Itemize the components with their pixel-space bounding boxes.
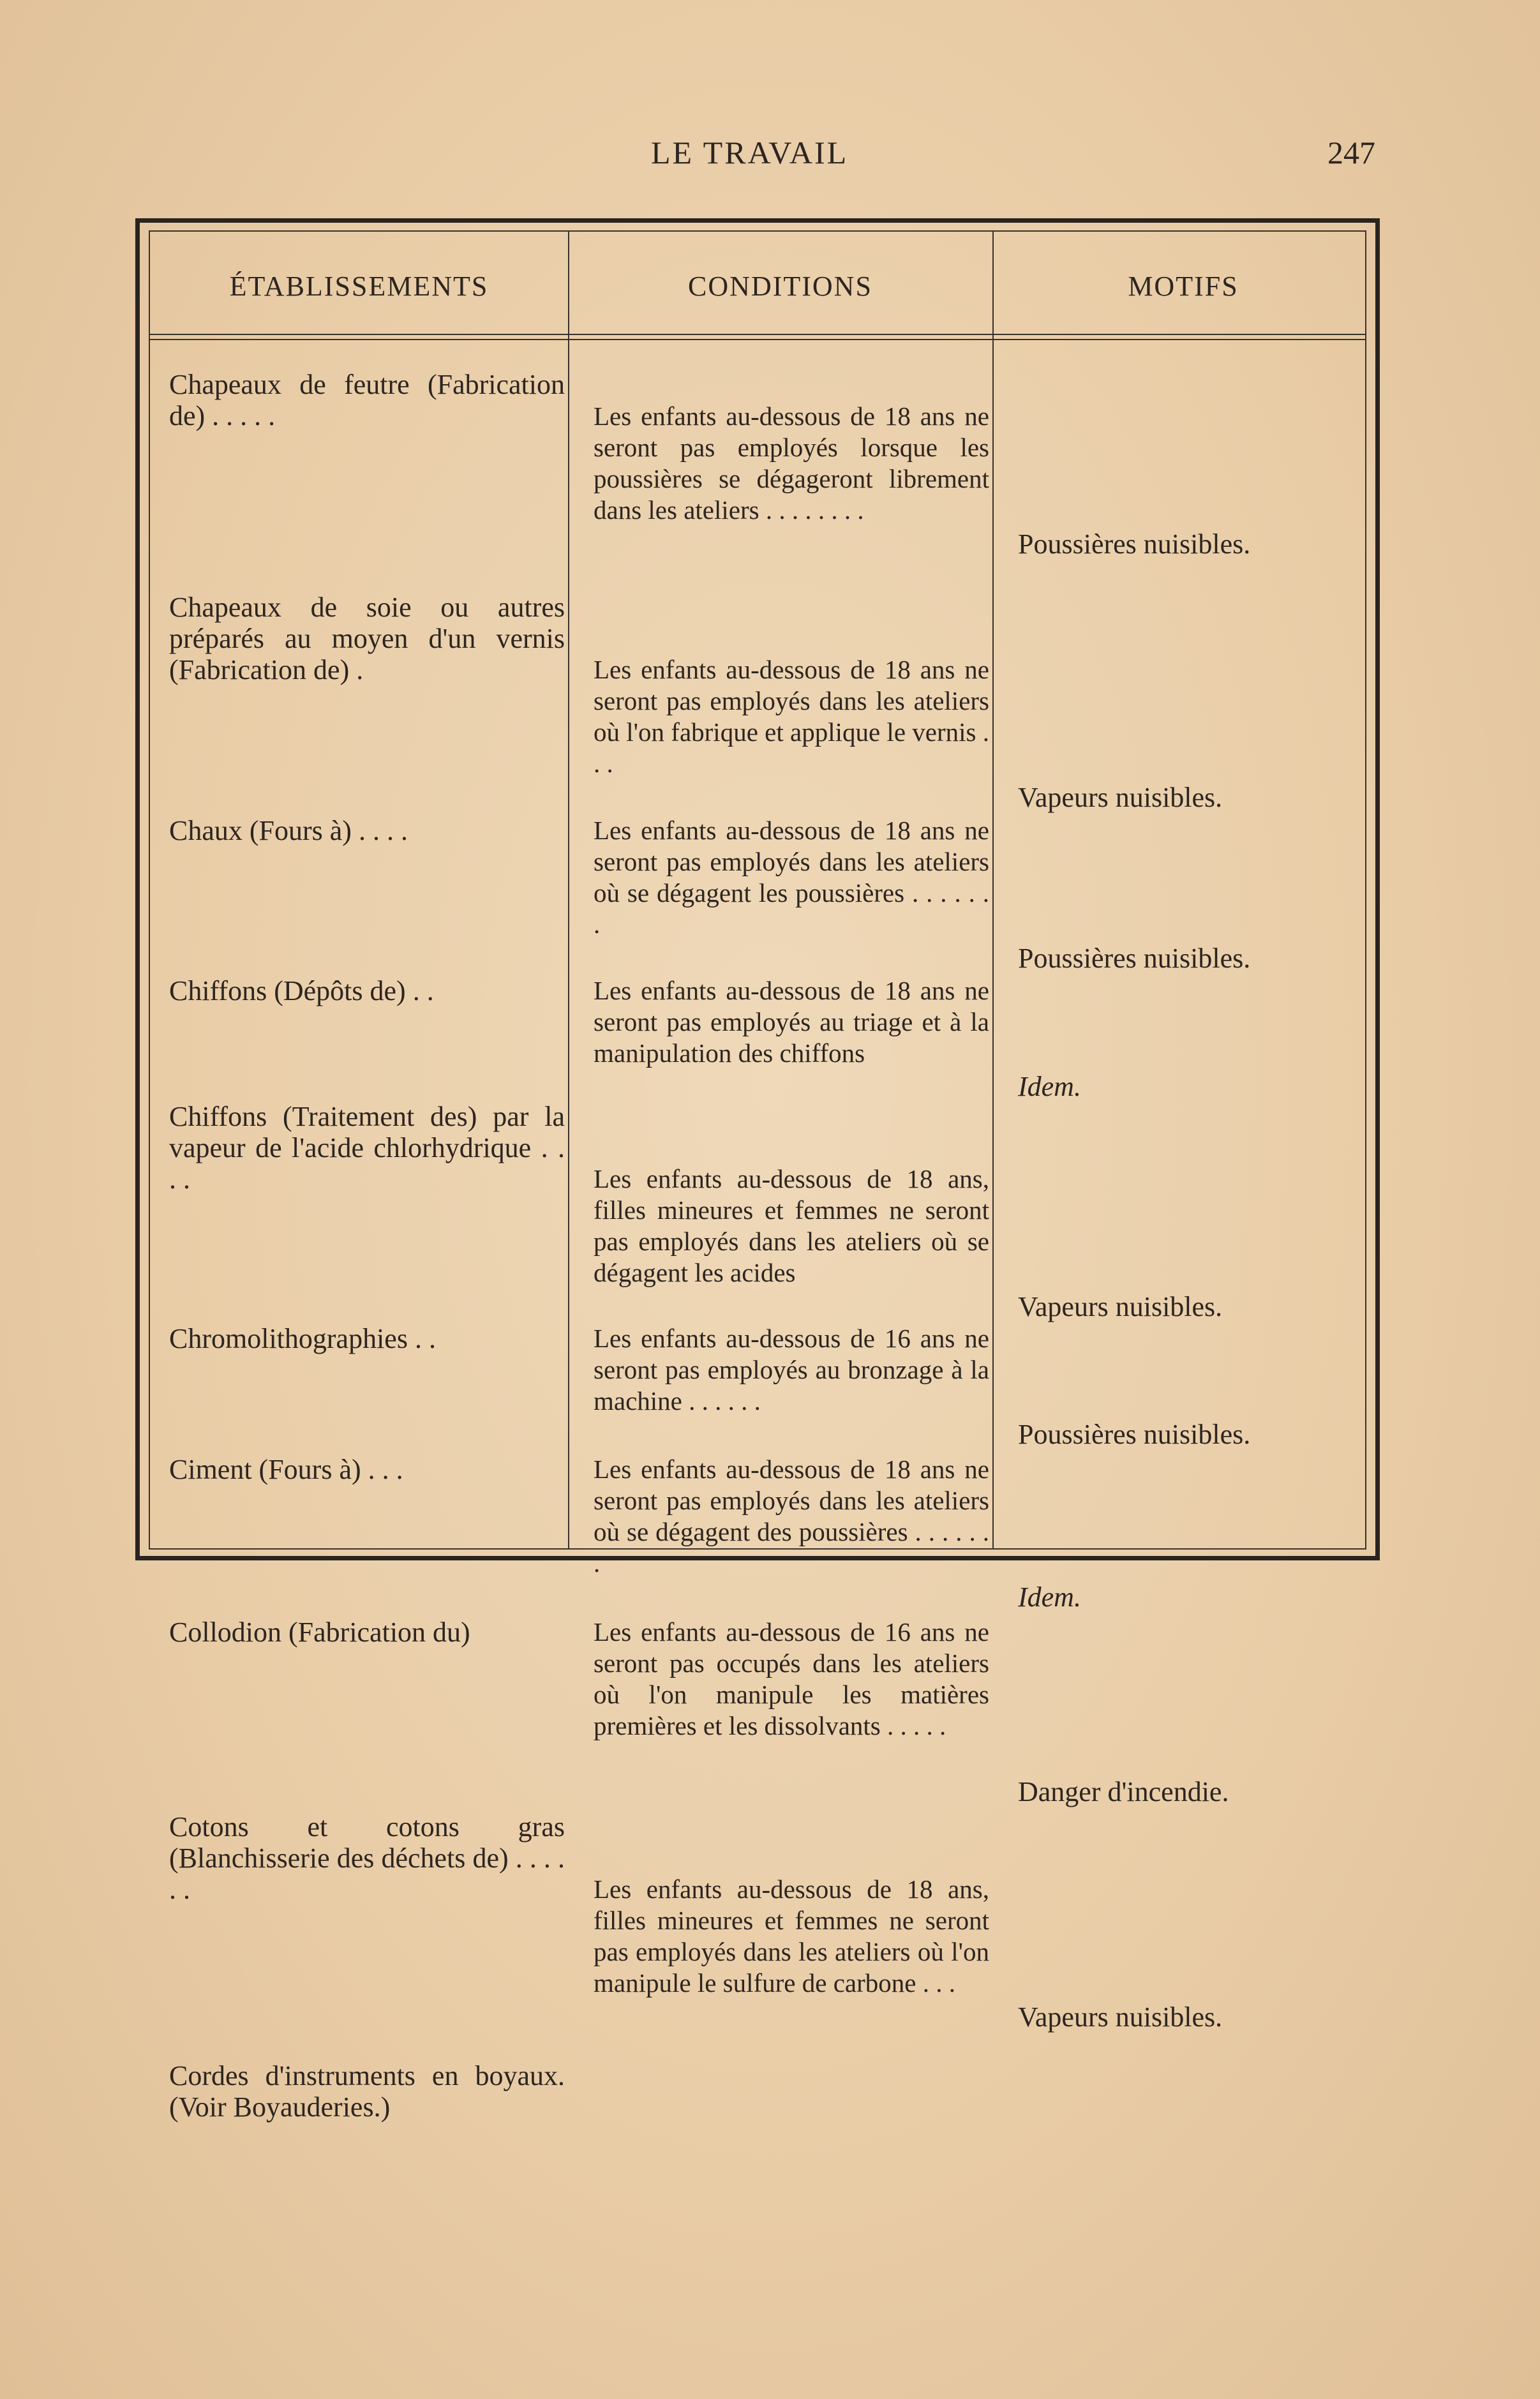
condition-cell: Les enfants au-dessous de 18 ans, filles mineures et femmes ne seront pas employés dans les ateliers où l'on manipule le sulfure de carbone . . . <box>594 1874 989 1998</box>
establishment-cell: Chiffons (Dépôts de) . . <box>169 975 434 1006</box>
condition-cell: Les enfants au-dessous de 18 ans ne seront pas employés au triage et à la manipulation des chiffons <box>594 976 989 1068</box>
condition-cell: Les enfants au-dessous de 18 ans ne seront pas employés dans les ateliers où se dégagent des poussières . . . . . . . <box>594 1454 989 1578</box>
column-header-motifs: MOTIFS <box>1128 271 1239 302</box>
establishment-cell: Collodion (Fabrication du) <box>169 1617 470 1648</box>
condition-cell: Les enfants au-dessous de 18 ans ne seront pas employés lorsque les poussières se dégageront librement dans les ateliers . . . . . . . . <box>594 401 989 525</box>
column-header-establishments: ÉTABLISSEMENTS <box>229 271 489 302</box>
column-divider-2 <box>992 232 994 1548</box>
motif-cell: Vapeurs nuisibles. <box>1018 1291 1223 1322</box>
regulation-table <box>135 218 1380 2123</box>
condition-cell: Les enfants au-dessous de 16 ans ne seront pas employés au bronzage à la machine . . . . . . <box>594 1324 989 1416</box>
motif-cell: Vapeurs nuisibles. <box>1018 2001 1223 2033</box>
establishment-cell: Chromolithographies . . <box>169 1323 436 1354</box>
establishment-cell: Chaux (Fours à) . . . . <box>169 815 408 846</box>
condition-cell: Les enfants au-dessous de 18 ans ne seront pas employés dans les ateliers où l'on fabrique et applique le vernis . . . <box>594 655 989 778</box>
establishment-cell: Chiffons (Traitement des) par la vapeur de l'acide chlorhydrique . . . . <box>169 1101 565 1195</box>
motif-cell: Idem. <box>1018 1071 1081 1102</box>
motif-cell: Poussières nuisibles. <box>1018 1419 1251 1450</box>
table-inner-frame <box>149 230 1366 2123</box>
condition-cell: Les enfants au-dessous de 18 ans, filles mineures et femmes ne seront pas employés dans les ateliers où se dégagent les acides <box>594 1164 989 1287</box>
establishment-cell: Chapeaux de feutre (Fabrication de) . . . . . <box>169 369 565 431</box>
running-head <box>0 134 1540 179</box>
establishment-cell: Cotons et cotons gras (Blanchisserie des déchets de) . . . . . . <box>169 1811 565 1905</box>
motif-cell: Poussières nuisibles. <box>1018 528 1251 560</box>
header-rule <box>150 334 1365 335</box>
running-title: LE TRAVAIL <box>651 135 849 170</box>
establishment-cell: Cordes d'instruments en boyaux. (Voir Boyauderies.) <box>169 2060 565 2123</box>
condition-cell: Les enfants au-dessous de 16 ans ne seront pas occupés dans les ateliers où l'on manipule les matières premières et les dissolvants . . . . . <box>594 1617 989 1740</box>
motif-cell: Idem. <box>1018 1581 1081 1613</box>
motif-cell: Danger d'incendie. <box>1018 1776 1229 1807</box>
column-header-conditions: CONDITIONS <box>688 271 872 302</box>
motif-cell: Poussières nuisibles. <box>1018 943 1251 974</box>
establishment-cell: Chapeaux de soie ou autres préparés au moyen d'un vernis (Fabrication de) . <box>169 592 565 685</box>
column-divider-1 <box>568 232 569 1548</box>
header-rule-double <box>150 339 1365 340</box>
establishment-cell: Ciment (Fours à) . . . <box>169 1454 403 1485</box>
motif-cell: Vapeurs nuisibles. <box>1018 782 1223 813</box>
page-number: 247 <box>1327 135 1375 170</box>
condition-cell: Les enfants au-dessous de 18 ans ne seront pas employés dans les ateliers où se dégagent les poussières . . . . . . . <box>594 816 989 939</box>
